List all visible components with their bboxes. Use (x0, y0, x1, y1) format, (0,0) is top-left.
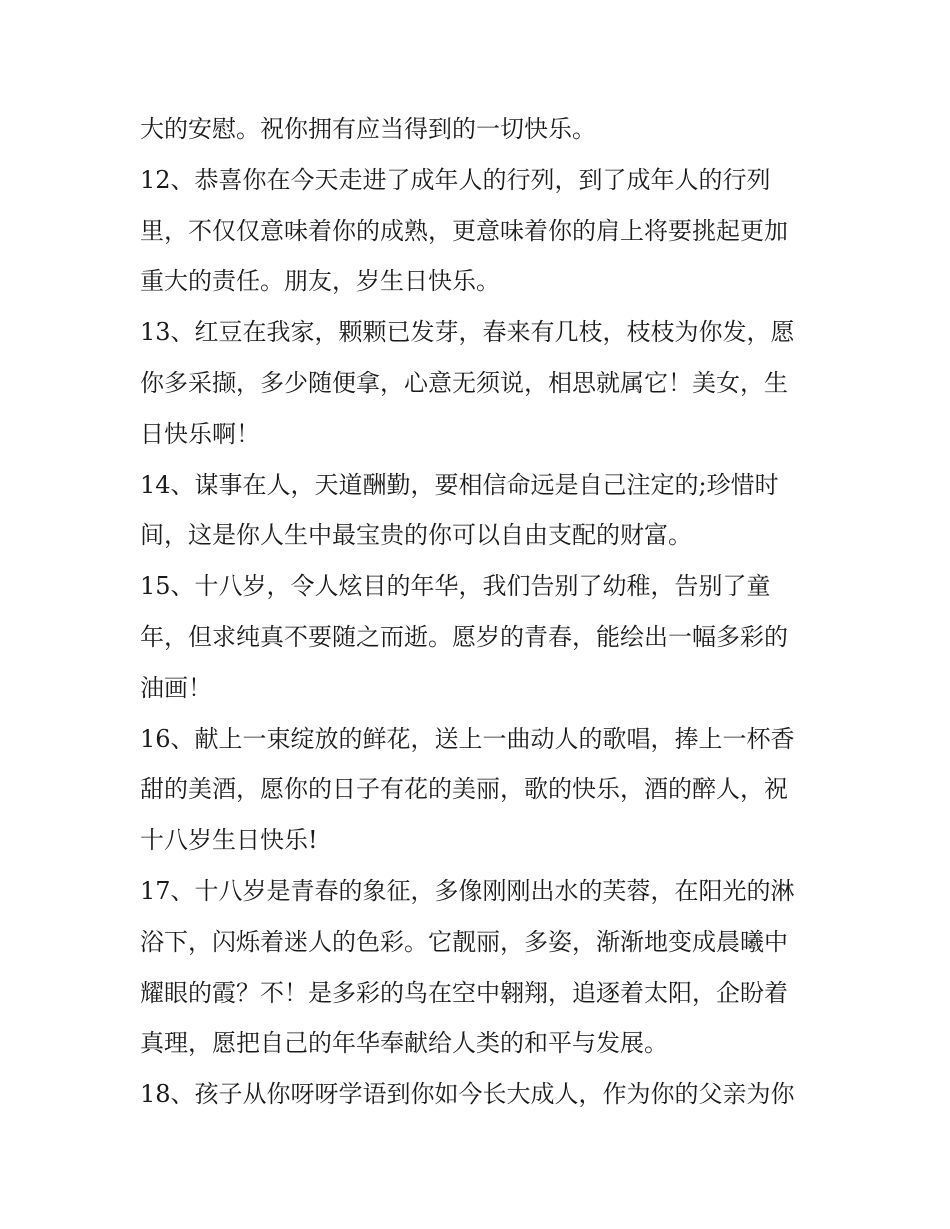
text-line: 甜的美酒，愿你的日子有花的美丽，歌的快乐，酒的醉人，祝 (140, 775, 788, 804)
text-line: 12、恭喜你在今天走进了成年人的行列，到了成年人的行列 (140, 165, 771, 194)
text-line: 18、孩子从你呀呀学语到你如今长大成人，作为你的父亲为你 (140, 1080, 795, 1109)
text-line: 间，这是你人生中最宝贵的你可以自由支配的财富。 (140, 521, 692, 550)
text-line: 17、十八岁是青春的象征，多像刚刚出水的芙蓉，在阳光的淋 (140, 876, 795, 905)
text-line: 浴下，闪烁着迷人的色彩。它靓丽，多姿，渐渐地变成晨曦中 (140, 927, 788, 956)
document-body (140, 104, 820, 1120)
text-line: 15、十八岁，令人炫目的年华，我们告别了幼稚，告别了童 (140, 572, 771, 601)
text-line: 16、献上一束绽放的鲜花，送上一曲动人的歌唱，捧上一杯香 (140, 724, 795, 753)
text-line: 真理，愿把自己的年华奉献给人类的和平与发展。 (140, 1029, 668, 1058)
text-line: 十八岁生日快乐! (140, 826, 318, 855)
text-line: 日快乐啊！ (140, 419, 260, 448)
text-line: 14、谋事在人，天道酬勤，要相信命远是自己注定的;珍惜时 (140, 470, 779, 499)
text-line: 你多采撷，多少随便拿，心意无须说，相思就属它！美女，生 (140, 368, 788, 397)
text-line: 里，不仅仅意味着你的成熟，更意味着你的肩上将要挑起更加 (140, 216, 788, 245)
text-line: 年，但求纯真不要随之而逝。愿岁的青春，能绘出一幅多彩的 (140, 622, 788, 651)
text-line: 耀眼的霞？不！是多彩的鸟在空中翱翔，追逐着太阳，企盼着 (140, 978, 788, 1007)
text-line: 大的安慰。祝你拥有应当得到的一切快乐。 (140, 115, 596, 143)
text-line: 13、红豆在我家，颗颗已发芽，春来有几枝，枝枝为你发，愿 (140, 318, 795, 347)
text-line: 油画！ (140, 673, 212, 702)
text-line: 重大的责任。朋友，岁生日快乐。 (140, 267, 500, 296)
